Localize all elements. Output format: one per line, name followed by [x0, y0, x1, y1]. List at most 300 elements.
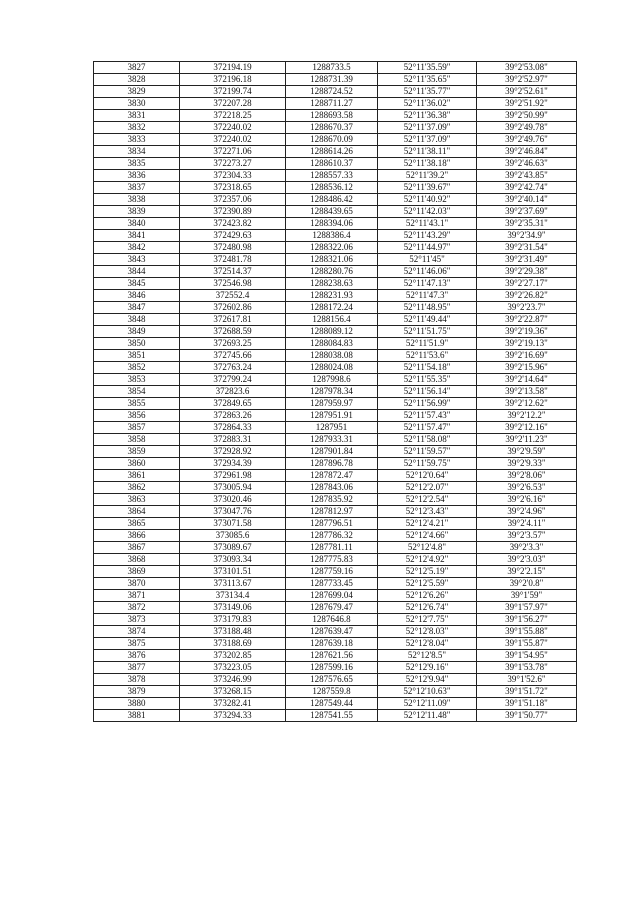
table-row	[94, 62, 577, 74]
x-coordinate-cell: 372194.19	[180, 62, 286, 74]
longitude-cell: 39°2'2.15"	[477, 566, 577, 578]
table-row	[94, 350, 577, 362]
point-number-cell: 3830	[94, 98, 180, 110]
x-coordinate-cell: 372481.78	[180, 254, 286, 266]
y-coordinate-cell: 1288670.37	[286, 122, 378, 134]
x-coordinate-cell: 372763.24	[180, 362, 286, 374]
table-row	[94, 254, 577, 266]
y-coordinate-cell: 1287786.32	[286, 530, 378, 542]
table-row	[94, 614, 577, 626]
x-coordinate-cell: 372207.28	[180, 98, 286, 110]
longitude-cell: 39°1'54.95"	[477, 650, 577, 662]
point-number-cell: 3834	[94, 146, 180, 158]
table-row	[94, 374, 577, 386]
latitude-cell: 52°11'56.14"	[378, 386, 477, 398]
x-coordinate-cell: 372196.18	[180, 74, 286, 86]
table-row	[94, 338, 577, 350]
y-coordinate-cell: 1287796.51	[286, 518, 378, 530]
x-coordinate-cell: 372271.06	[180, 146, 286, 158]
longitude-cell: 39°2'8.06"	[477, 470, 577, 482]
longitude-cell: 39°2'13.58"	[477, 386, 577, 398]
longitude-cell: 39°2'6.53"	[477, 482, 577, 494]
latitude-cell: 52°12'5.59"	[378, 578, 477, 590]
table-row	[94, 74, 577, 86]
latitude-cell: 52°11'35.65"	[378, 74, 477, 86]
y-coordinate-cell: 1288089.12	[286, 326, 378, 338]
point-number-cell: 3838	[94, 194, 180, 206]
y-coordinate-cell: 1287699.04	[286, 590, 378, 602]
point-number-cell: 3868	[94, 554, 180, 566]
y-coordinate-cell: 1288733.5	[286, 62, 378, 74]
table-row	[94, 674, 577, 686]
x-coordinate-cell: 373005.94	[180, 482, 286, 494]
table-row	[94, 266, 577, 278]
x-coordinate-cell: 372390.89	[180, 206, 286, 218]
table-row	[94, 134, 577, 146]
latitude-cell: 52°11'58.08"	[378, 434, 477, 446]
longitude-cell: 39°1'57.97"	[477, 602, 577, 614]
table-row	[94, 386, 577, 398]
point-number-cell: 3879	[94, 686, 180, 698]
y-coordinate-cell: 1287933.31	[286, 434, 378, 446]
point-number-cell: 3841	[94, 230, 180, 242]
table-row	[94, 686, 577, 698]
table-row	[94, 446, 577, 458]
table-row	[94, 602, 577, 614]
latitude-cell: 52°12'4.66"	[378, 530, 477, 542]
latitude-cell: 52°11'57.43"	[378, 410, 477, 422]
longitude-cell: 39°2'31.54"	[477, 242, 577, 254]
table-row	[94, 146, 577, 158]
latitude-cell: 52°11'43.1"	[378, 218, 477, 230]
table-row	[94, 362, 577, 374]
latitude-cell: 52°11'47.3"	[378, 290, 477, 302]
table-row	[94, 278, 577, 290]
y-coordinate-cell: 1287843.06	[286, 482, 378, 494]
latitude-cell: 52°11'51.75"	[378, 326, 477, 338]
latitude-cell: 52°11'39.2"	[378, 170, 477, 182]
table-row	[94, 410, 577, 422]
x-coordinate-cell: 373101.51	[180, 566, 286, 578]
longitude-cell: 39°1'55.87"	[477, 638, 577, 650]
x-coordinate-cell: 372961.98	[180, 470, 286, 482]
longitude-cell: 39°1'51.72"	[477, 686, 577, 698]
longitude-cell: 39°2'49.76"	[477, 134, 577, 146]
point-number-cell: 3857	[94, 422, 180, 434]
table-row	[94, 542, 577, 554]
longitude-cell: 39°2'4.96"	[477, 506, 577, 518]
x-coordinate-cell: 372823.6	[180, 386, 286, 398]
table-row	[94, 158, 577, 170]
x-coordinate-cell: 372218.25	[180, 110, 286, 122]
x-coordinate-cell: 372199.74	[180, 86, 286, 98]
y-coordinate-cell: 1288610.37	[286, 158, 378, 170]
y-coordinate-cell: 1287775.83	[286, 554, 378, 566]
latitude-cell: 52°11'36.38"	[378, 110, 477, 122]
latitude-cell: 52°11'47.13"	[378, 278, 477, 290]
x-coordinate-cell: 372863.26	[180, 410, 286, 422]
table-row	[94, 698, 577, 710]
point-number-cell: 3867	[94, 542, 180, 554]
x-coordinate-cell: 373149.06	[180, 602, 286, 614]
latitude-cell: 52°12'7.75"	[378, 614, 477, 626]
x-coordinate-cell: 372688.59	[180, 326, 286, 338]
y-coordinate-cell: 1287549.44	[286, 698, 378, 710]
x-coordinate-cell: 372318.65	[180, 182, 286, 194]
longitude-cell: 39°2'9.59"	[477, 446, 577, 458]
point-number-cell: 3831	[94, 110, 180, 122]
table-row	[94, 482, 577, 494]
latitude-cell: 52°12'4.21"	[378, 518, 477, 530]
x-coordinate-cell: 373089.67	[180, 542, 286, 554]
latitude-cell: 52°11'51.9"	[378, 338, 477, 350]
longitude-cell: 39°2'50.99"	[477, 110, 577, 122]
point-number-cell: 3872	[94, 602, 180, 614]
longitude-cell: 39°2'9.33"	[477, 458, 577, 470]
table-row	[94, 170, 577, 182]
longitude-cell: 39°1'53.78"	[477, 662, 577, 674]
latitude-cell: 52°11'42.03"	[378, 206, 477, 218]
point-number-cell: 3878	[94, 674, 180, 686]
point-number-cell: 3832	[94, 122, 180, 134]
table-row	[94, 518, 577, 530]
longitude-cell: 39°2'19.36"	[477, 326, 577, 338]
latitude-cell: 52°11'38.11"	[378, 146, 477, 158]
x-coordinate-cell: 372693.25	[180, 338, 286, 350]
point-number-cell: 3859	[94, 446, 180, 458]
y-coordinate-cell: 1288394.06	[286, 218, 378, 230]
table-row	[94, 314, 577, 326]
point-number-cell: 3851	[94, 350, 180, 362]
point-number-cell: 3855	[94, 398, 180, 410]
point-number-cell: 3846	[94, 290, 180, 302]
point-number-cell: 3836	[94, 170, 180, 182]
table-row	[94, 206, 577, 218]
y-coordinate-cell: 1288038.08	[286, 350, 378, 362]
longitude-cell: 39°2'35.31"	[477, 218, 577, 230]
latitude-cell: 52°12'11.48"	[378, 710, 477, 722]
latitude-cell: 52°11'43.29"	[378, 230, 477, 242]
y-coordinate-cell: 1287901.84	[286, 446, 378, 458]
longitude-cell: 39°2'12.62"	[477, 398, 577, 410]
point-number-cell: 3871	[94, 590, 180, 602]
point-number-cell: 3863	[94, 494, 180, 506]
x-coordinate-cell: 372602.86	[180, 302, 286, 314]
coordinate-table	[93, 61, 577, 722]
table-row	[94, 650, 577, 662]
longitude-cell: 39°2'29.38"	[477, 266, 577, 278]
x-coordinate-cell: 372423.82	[180, 218, 286, 230]
latitude-cell: 52°11'48.95"	[378, 302, 477, 314]
latitude-cell: 52°11'35.77"	[378, 86, 477, 98]
y-coordinate-cell: 1288280.76	[286, 266, 378, 278]
latitude-cell: 52°11'59.75"	[378, 458, 477, 470]
x-coordinate-cell: 372864.33	[180, 422, 286, 434]
y-coordinate-cell: 1287639.47	[286, 626, 378, 638]
longitude-cell: 39°2'12.2"	[477, 410, 577, 422]
x-coordinate-cell: 373113.67	[180, 578, 286, 590]
y-coordinate-cell: 1287646.8	[286, 614, 378, 626]
y-coordinate-cell: 1287541.55	[286, 710, 378, 722]
point-number-cell: 3854	[94, 386, 180, 398]
x-coordinate-cell: 372617.81	[180, 314, 286, 326]
latitude-cell: 52°11'45"	[378, 254, 477, 266]
table-row	[94, 458, 577, 470]
point-number-cell: 3853	[94, 374, 180, 386]
y-coordinate-cell: 1287599.16	[286, 662, 378, 674]
y-coordinate-cell: 1288322.06	[286, 242, 378, 254]
longitude-cell: 39°2'23.7"	[477, 302, 577, 314]
x-coordinate-cell: 373047.76	[180, 506, 286, 518]
point-number-cell: 3860	[94, 458, 180, 470]
x-coordinate-cell: 373246.99	[180, 674, 286, 686]
y-coordinate-cell: 1288724.52	[286, 86, 378, 98]
table-row	[94, 554, 577, 566]
x-coordinate-cell: 372928.92	[180, 446, 286, 458]
latitude-cell: 52°11'39.67"	[378, 182, 477, 194]
latitude-cell: 52°12'5.19"	[378, 566, 477, 578]
point-number-cell: 3877	[94, 662, 180, 674]
latitude-cell: 52°11'37.09"	[378, 122, 477, 134]
x-coordinate-cell: 372546.98	[180, 278, 286, 290]
point-number-cell: 3839	[94, 206, 180, 218]
table-row	[94, 110, 577, 122]
longitude-cell: 39°1'52.6"	[477, 674, 577, 686]
point-number-cell: 3866	[94, 530, 180, 542]
longitude-cell: 39°2'51.92"	[477, 98, 577, 110]
latitude-cell: 52°11'53.6"	[378, 350, 477, 362]
x-coordinate-cell: 372240.02	[180, 134, 286, 146]
latitude-cell: 52°12'2.54"	[378, 494, 477, 506]
longitude-cell: 39°2'26.82"	[477, 290, 577, 302]
x-coordinate-cell: 373071.58	[180, 518, 286, 530]
x-coordinate-cell: 372480.98	[180, 242, 286, 254]
latitude-cell: 52°11'57.47"	[378, 422, 477, 434]
x-coordinate-cell: 372552.4	[180, 290, 286, 302]
point-number-cell: 3869	[94, 566, 180, 578]
point-number-cell: 3829	[94, 86, 180, 98]
x-coordinate-cell: 372304.33	[180, 170, 286, 182]
longitude-cell: 39°1'51.18"	[477, 698, 577, 710]
table-row	[94, 422, 577, 434]
point-number-cell: 3881	[94, 710, 180, 722]
coordinate-table-sheet	[93, 61, 576, 722]
table-row	[94, 302, 577, 314]
latitude-cell: 52°12'9.94"	[378, 674, 477, 686]
longitude-cell: 39°2'3.03"	[477, 554, 577, 566]
longitude-cell: 39°2'14.64"	[477, 374, 577, 386]
table-row	[94, 530, 577, 542]
table-row	[94, 230, 577, 242]
x-coordinate-cell: 373223.05	[180, 662, 286, 674]
x-coordinate-cell: 373202.85	[180, 650, 286, 662]
point-number-cell: 3849	[94, 326, 180, 338]
point-number-cell: 3843	[94, 254, 180, 266]
latitude-cell: 52°12'3.43"	[378, 506, 477, 518]
point-number-cell: 3835	[94, 158, 180, 170]
table-row	[94, 290, 577, 302]
x-coordinate-cell: 372799.24	[180, 374, 286, 386]
x-coordinate-cell: 373294.33	[180, 710, 286, 722]
point-number-cell: 3862	[94, 482, 180, 494]
point-number-cell: 3865	[94, 518, 180, 530]
table-row	[94, 494, 577, 506]
longitude-cell: 39°1'55.88"	[477, 626, 577, 638]
y-coordinate-cell: 1288231.93	[286, 290, 378, 302]
y-coordinate-cell: 1287621.56	[286, 650, 378, 662]
longitude-cell: 39°2'3.57"	[477, 530, 577, 542]
point-number-cell: 3827	[94, 62, 180, 74]
latitude-cell: 52°12'6.26"	[378, 590, 477, 602]
x-coordinate-cell: 372429.63	[180, 230, 286, 242]
longitude-cell: 39°2'42.74"	[477, 182, 577, 194]
latitude-cell: 52°12'10.63"	[378, 686, 477, 698]
longitude-cell: 39°2'52.61"	[477, 86, 577, 98]
x-coordinate-cell: 373179.83	[180, 614, 286, 626]
table-row	[94, 470, 577, 482]
longitude-cell: 39°2'53.08"	[477, 62, 577, 74]
point-number-cell: 3874	[94, 626, 180, 638]
y-coordinate-cell: 1288731.39	[286, 74, 378, 86]
y-coordinate-cell: 1288614.26	[286, 146, 378, 158]
latitude-cell: 52°11'46.06"	[378, 266, 477, 278]
point-number-cell: 3876	[94, 650, 180, 662]
point-number-cell: 3861	[94, 470, 180, 482]
point-number-cell: 3833	[94, 134, 180, 146]
latitude-cell: 52°11'35.59"	[378, 62, 477, 74]
longitude-cell: 39°2'31.49"	[477, 254, 577, 266]
point-number-cell: 3850	[94, 338, 180, 350]
table-row	[94, 98, 577, 110]
x-coordinate-cell: 372357.06	[180, 194, 286, 206]
latitude-cell: 52°11'40.92"	[378, 194, 477, 206]
point-number-cell: 3875	[94, 638, 180, 650]
table-row	[94, 434, 577, 446]
y-coordinate-cell: 1288172.24	[286, 302, 378, 314]
longitude-cell: 39°2'3.3"	[477, 542, 577, 554]
y-coordinate-cell: 1288693.58	[286, 110, 378, 122]
latitude-cell: 52°12'8.5"	[378, 650, 477, 662]
longitude-cell: 39°2'46.84"	[477, 146, 577, 158]
point-number-cell: 3864	[94, 506, 180, 518]
longitude-cell: 39°2'6.16"	[477, 494, 577, 506]
x-coordinate-cell: 372934.39	[180, 458, 286, 470]
longitude-cell: 39°2'40.14"	[477, 194, 577, 206]
y-coordinate-cell: 1287812.97	[286, 506, 378, 518]
point-number-cell: 3873	[94, 614, 180, 626]
longitude-cell: 39°2'4.11"	[477, 518, 577, 530]
table-row	[94, 506, 577, 518]
y-coordinate-cell: 1288557.33	[286, 170, 378, 182]
longitude-cell: 39°2'43.85"	[477, 170, 577, 182]
y-coordinate-cell: 1288486.42	[286, 194, 378, 206]
longitude-cell: 39°2'34.9"	[477, 230, 577, 242]
point-number-cell: 3845	[94, 278, 180, 290]
x-coordinate-cell: 373134.4	[180, 590, 286, 602]
longitude-cell: 39°2'27.17"	[477, 278, 577, 290]
table-row	[94, 626, 577, 638]
y-coordinate-cell: 1287559.8	[286, 686, 378, 698]
y-coordinate-cell: 1288536.12	[286, 182, 378, 194]
y-coordinate-cell: 1288321.06	[286, 254, 378, 266]
point-number-cell: 3870	[94, 578, 180, 590]
y-coordinate-cell: 1287896.78	[286, 458, 378, 470]
table-row	[94, 578, 577, 590]
y-coordinate-cell: 1288238.63	[286, 278, 378, 290]
longitude-cell: 39°2'12.16"	[477, 422, 577, 434]
coordinate-table-body	[94, 62, 577, 722]
longitude-cell: 39°1'50.77"	[477, 710, 577, 722]
latitude-cell: 52°11'38.18"	[378, 158, 477, 170]
point-number-cell: 3880	[94, 698, 180, 710]
x-coordinate-cell: 373268.15	[180, 686, 286, 698]
point-number-cell: 3840	[94, 218, 180, 230]
y-coordinate-cell: 1287733.45	[286, 578, 378, 590]
y-coordinate-cell: 1288156.4	[286, 314, 378, 326]
latitude-cell: 52°12'11.09"	[378, 698, 477, 710]
longitude-cell: 39°2'15.96"	[477, 362, 577, 374]
table-row	[94, 182, 577, 194]
longitude-cell: 39°1'59"	[477, 590, 577, 602]
longitude-cell: 39°2'52.97"	[477, 74, 577, 86]
y-coordinate-cell: 1287978.34	[286, 386, 378, 398]
x-coordinate-cell: 372745.66	[180, 350, 286, 362]
table-row	[94, 710, 577, 722]
table-row	[94, 662, 577, 674]
y-coordinate-cell: 1287639.18	[286, 638, 378, 650]
x-coordinate-cell: 372883.31	[180, 434, 286, 446]
y-coordinate-cell: 1287951.91	[286, 410, 378, 422]
latitude-cell: 52°12'4.8"	[378, 542, 477, 554]
point-number-cell: 3852	[94, 362, 180, 374]
y-coordinate-cell: 1287951	[286, 422, 378, 434]
latitude-cell: 52°12'4.92"	[378, 554, 477, 566]
table-row	[94, 122, 577, 134]
x-coordinate-cell: 373188.48	[180, 626, 286, 638]
longitude-cell: 39°2'0.8"	[477, 578, 577, 590]
y-coordinate-cell: 1288386.4	[286, 230, 378, 242]
x-coordinate-cell: 373085.6	[180, 530, 286, 542]
x-coordinate-cell: 372273.27	[180, 158, 286, 170]
y-coordinate-cell: 1288024.08	[286, 362, 378, 374]
table-row	[94, 242, 577, 254]
latitude-cell: 52°12'0.64"	[378, 470, 477, 482]
longitude-cell: 39°2'37.69"	[477, 206, 577, 218]
point-number-cell: 3858	[94, 434, 180, 446]
table-row	[94, 194, 577, 206]
longitude-cell: 39°2'19.13"	[477, 338, 577, 350]
latitude-cell: 52°12'8.04"	[378, 638, 477, 650]
y-coordinate-cell: 1287576.65	[286, 674, 378, 686]
y-coordinate-cell: 1287781.11	[286, 542, 378, 554]
latitude-cell: 52°12'8.03"	[378, 626, 477, 638]
table-row	[94, 638, 577, 650]
y-coordinate-cell: 1288439.65	[286, 206, 378, 218]
x-coordinate-cell: 373093.34	[180, 554, 286, 566]
table-row	[94, 218, 577, 230]
y-coordinate-cell: 1287759.16	[286, 566, 378, 578]
latitude-cell: 52°11'55.35"	[378, 374, 477, 386]
point-number-cell: 3856	[94, 410, 180, 422]
latitude-cell: 52°11'56.99"	[378, 398, 477, 410]
point-number-cell: 3844	[94, 266, 180, 278]
y-coordinate-cell: 1287998.6	[286, 374, 378, 386]
latitude-cell: 52°11'54.18"	[378, 362, 477, 374]
latitude-cell: 52°11'37.09"	[378, 134, 477, 146]
longitude-cell: 39°2'49.78"	[477, 122, 577, 134]
point-number-cell: 3828	[94, 74, 180, 86]
point-number-cell: 3842	[94, 242, 180, 254]
